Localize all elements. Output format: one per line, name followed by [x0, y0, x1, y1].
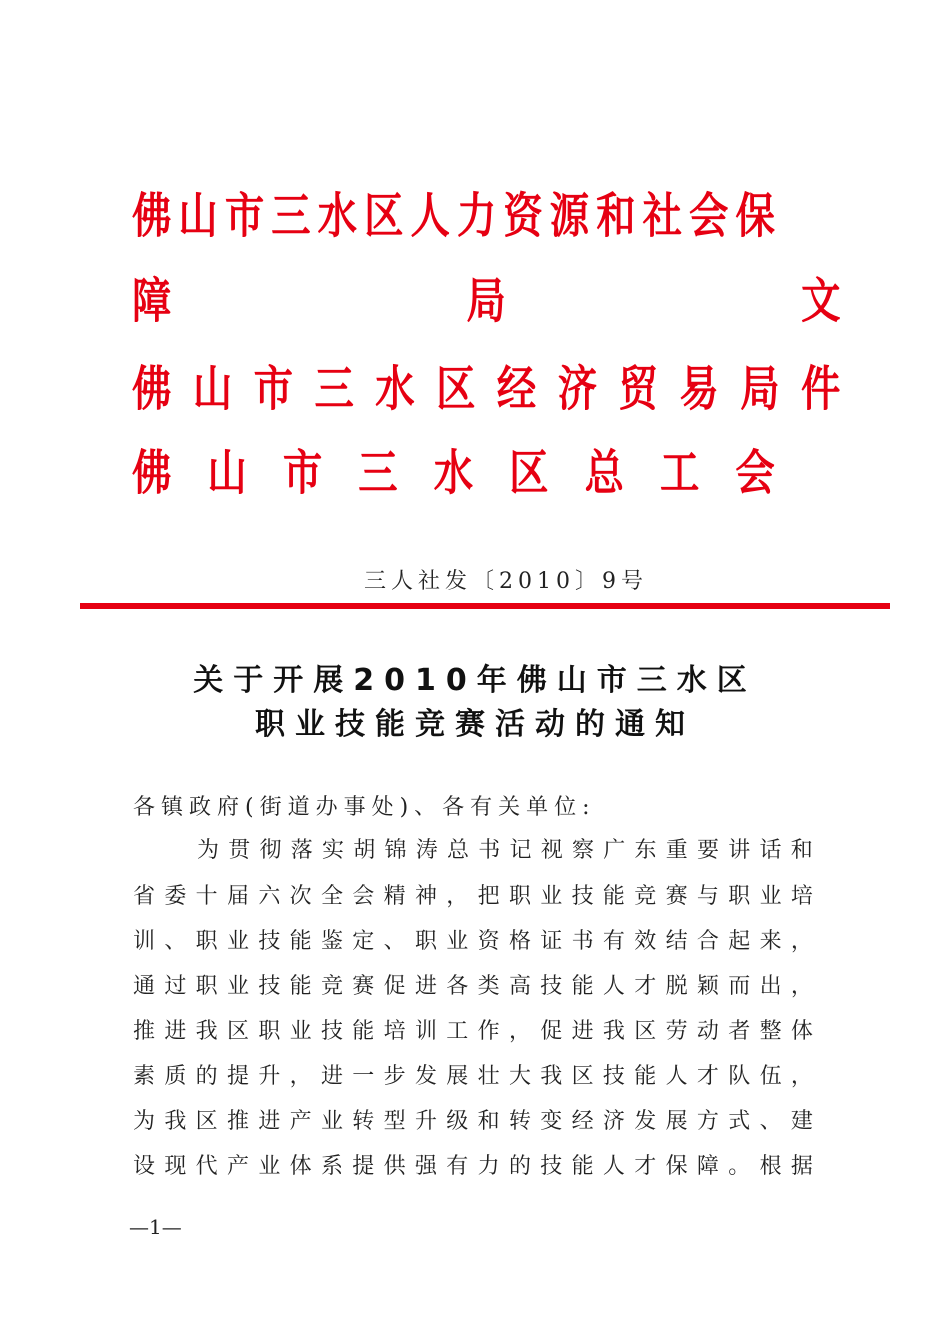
text-glyph: 技	[258, 928, 281, 954]
text-glyph: 型	[383, 1108, 406, 1134]
text-glyph: 技	[602, 1063, 625, 1089]
text-glyph: 书	[571, 928, 594, 954]
text-glyph: 格	[508, 928, 531, 954]
body-text-line	[133, 960, 813, 1008]
text-glyph: 推	[133, 1018, 156, 1044]
text-glyph: 要	[697, 837, 720, 863]
text-glyph: 佛	[132, 445, 172, 501]
text-glyph: 三	[358, 445, 398, 501]
body-text-line	[133, 1050, 813, 1098]
text-glyph: 能	[571, 973, 594, 999]
text-glyph: 、	[383, 928, 406, 954]
text-glyph: 障	[132, 273, 172, 329]
text-glyph: 现	[164, 1153, 187, 1179]
text-glyph: 我	[602, 1018, 625, 1044]
text-glyph: 保	[735, 188, 775, 244]
text-glyph: 据	[790, 1153, 813, 1179]
text-glyph: 过	[164, 973, 187, 999]
text-glyph: 进	[414, 973, 437, 999]
text-glyph: 队	[728, 1063, 751, 1089]
text-glyph: 业	[540, 883, 563, 909]
text-glyph: 的	[195, 1063, 218, 1089]
text-glyph: 鉴	[320, 928, 343, 954]
text-glyph: 大	[508, 1063, 531, 1089]
text-glyph: 涛	[415, 837, 438, 863]
text-glyph: 水	[317, 188, 358, 244]
text-glyph: 三	[314, 361, 354, 417]
header-issuer-line-1	[132, 180, 775, 252]
text-glyph: 而	[728, 973, 751, 999]
header-issuer-line-2	[132, 265, 840, 337]
text-glyph: 经	[496, 361, 537, 417]
text-glyph: 系	[320, 1153, 343, 1179]
text-glyph: 视	[540, 837, 563, 863]
text-glyph: 话	[759, 837, 782, 863]
text-glyph: 发	[414, 1063, 437, 1089]
text-glyph: 文	[801, 273, 841, 329]
text-glyph: 区	[571, 1063, 594, 1089]
text-glyph: 、	[164, 928, 187, 954]
text-glyph: 根	[759, 1153, 782, 1179]
text-glyph: 职	[258, 1018, 281, 1044]
text-glyph: 通	[133, 973, 156, 999]
text-glyph: 技	[540, 1153, 563, 1179]
text-glyph: 进	[258, 1108, 281, 1134]
text-glyph: 神	[414, 883, 437, 909]
text-glyph: 佛	[132, 361, 172, 417]
text-glyph: 提	[352, 1153, 375, 1179]
text-glyph: 区	[226, 1018, 249, 1044]
text-glyph: 能	[571, 1153, 594, 1179]
text-glyph: 人	[602, 1153, 625, 1179]
text-glyph: 贯	[228, 837, 251, 863]
text-glyph: 山	[192, 361, 233, 417]
text-glyph: 业	[759, 883, 782, 909]
text-glyph: 职	[728, 883, 751, 909]
text-glyph: 竞	[634, 883, 657, 909]
text-glyph: 市	[224, 188, 265, 244]
body-text-line	[133, 915, 813, 963]
text-glyph: 讲	[728, 837, 751, 863]
text-glyph: 会	[735, 445, 775, 501]
text-glyph: 质	[164, 1063, 187, 1089]
text-glyph: 和	[596, 188, 636, 244]
text-glyph: 才	[696, 1063, 719, 1089]
text-glyph: 三	[271, 188, 311, 244]
text-glyph: 彻	[259, 837, 282, 863]
text-glyph: 资	[503, 188, 543, 244]
text-glyph: ，	[446, 883, 469, 909]
text-glyph: 各	[446, 973, 469, 999]
text-glyph: 能	[602, 883, 625, 909]
text-glyph: 察	[572, 837, 595, 863]
text-glyph: 出	[759, 973, 782, 999]
text-glyph: 委	[164, 883, 187, 909]
text-glyph: 证	[540, 928, 563, 954]
text-glyph: 重	[665, 837, 688, 863]
text-glyph: 起	[728, 928, 751, 954]
text-glyph: 动	[696, 1018, 719, 1044]
text-glyph: 技	[320, 1018, 343, 1044]
text-glyph: 会	[689, 188, 729, 244]
text-glyph: 建	[790, 1108, 813, 1134]
text-glyph: ，	[790, 1063, 813, 1089]
text-glyph: 业	[289, 1018, 312, 1044]
text-glyph: 易	[679, 361, 719, 417]
text-glyph: 锦	[384, 837, 407, 863]
text-glyph: 式	[728, 1108, 751, 1134]
text-glyph: 培	[790, 883, 813, 909]
text-glyph: 总	[447, 837, 470, 863]
notice-title-line-1: 关于开展2010年佛山市三水区	[193, 663, 757, 698]
text-glyph: 产	[226, 1153, 249, 1179]
text-glyph: 市	[282, 445, 323, 501]
text-glyph: 经	[571, 1108, 594, 1134]
text-glyph: 力	[456, 188, 497, 244]
text-glyph: 区	[436, 361, 476, 417]
text-glyph: 十	[195, 883, 218, 909]
text-glyph: 水	[375, 361, 415, 417]
text-glyph: 来	[759, 928, 782, 954]
text-glyph: 技	[540, 973, 563, 999]
text-glyph: 设	[133, 1153, 156, 1179]
text-glyph: 局	[740, 361, 780, 417]
text-glyph: 障	[696, 1153, 719, 1179]
text-glyph: 强	[414, 1153, 437, 1179]
text-glyph: 把	[477, 883, 500, 909]
header-issuer-line-4	[132, 437, 775, 509]
text-glyph: 赛	[352, 973, 375, 999]
text-glyph: 进	[320, 1063, 343, 1089]
text-glyph: 合	[696, 928, 719, 954]
text-glyph: 实	[322, 837, 345, 863]
text-glyph: 展	[665, 1108, 688, 1134]
text-glyph: 级	[446, 1108, 469, 1134]
body-text-line	[133, 1095, 813, 1143]
text-glyph: 东	[634, 837, 657, 863]
text-glyph: 才	[634, 1153, 657, 1179]
text-glyph: 能	[289, 973, 312, 999]
text-glyph: 我	[164, 1108, 187, 1134]
text-glyph: 训	[133, 928, 156, 954]
text-glyph: 能	[352, 1018, 375, 1044]
body-text-line	[133, 1140, 813, 1188]
text-glyph: 才	[634, 973, 657, 999]
text-glyph: 促	[540, 1018, 563, 1044]
text-glyph: 素	[133, 1063, 156, 1089]
text-glyph: 能	[634, 1063, 657, 1089]
text-glyph: 次	[289, 883, 312, 909]
text-glyph: 职	[195, 973, 218, 999]
text-glyph: 人	[602, 973, 625, 999]
text-glyph: 职	[508, 883, 531, 909]
text-glyph: 落	[290, 837, 313, 863]
text-glyph: 转	[352, 1108, 375, 1134]
text-glyph: 总	[584, 445, 624, 501]
text-glyph: 变	[540, 1108, 563, 1134]
text-glyph: 赛	[665, 883, 688, 909]
text-glyph: 区	[364, 188, 404, 244]
text-glyph: ，	[790, 928, 813, 954]
text-glyph: 体	[289, 1153, 312, 1179]
text-glyph: 技	[571, 883, 594, 909]
text-glyph: 山	[178, 188, 218, 244]
text-glyph: 佛	[132, 188, 172, 244]
text-glyph: 业	[226, 973, 249, 999]
text-glyph: 和	[790, 837, 813, 863]
text-glyph: 胡	[353, 837, 376, 863]
text-glyph: 训	[414, 1018, 437, 1044]
body-text-line	[133, 870, 813, 918]
text-glyph: 我	[540, 1063, 563, 1089]
text-glyph: 、	[759, 1108, 782, 1134]
text-glyph: 六	[258, 883, 281, 909]
text-glyph: 业	[446, 928, 469, 954]
text-glyph: 我	[195, 1018, 218, 1044]
text-glyph: 工	[446, 1018, 469, 1044]
text-glyph: 竞	[320, 973, 343, 999]
text-glyph: ，	[790, 973, 813, 999]
document-number: 三人社发〔2010〕9号	[364, 569, 648, 594]
text-glyph: 资	[477, 928, 500, 954]
text-glyph: 作	[477, 1018, 500, 1044]
text-glyph: 广	[603, 837, 626, 863]
text-glyph: 脱	[665, 973, 688, 999]
text-glyph: 山	[207, 445, 247, 501]
text-glyph: 贸	[618, 361, 658, 417]
text-glyph: 效	[634, 928, 657, 954]
text-glyph: 的	[508, 1153, 531, 1179]
text-glyph: 记	[509, 837, 532, 863]
text-glyph: 市	[253, 361, 294, 417]
text-glyph: 一	[352, 1063, 375, 1089]
text-glyph: 步	[383, 1063, 406, 1089]
text-glyph: 展	[446, 1063, 469, 1089]
text-glyph: 为	[197, 837, 220, 863]
text-glyph: 技	[258, 973, 281, 999]
text-glyph: 整	[759, 1018, 782, 1044]
text-glyph: 有	[446, 1153, 469, 1179]
text-glyph: 济	[557, 361, 598, 417]
text-glyph: 劳	[665, 1018, 688, 1044]
text-glyph: 精	[383, 883, 406, 909]
text-glyph: 转	[508, 1108, 531, 1134]
text-glyph: 全	[320, 883, 343, 909]
page-number: —1—	[129, 1215, 182, 1239]
text-glyph: 。	[728, 1153, 751, 1179]
text-glyph: 者	[728, 1018, 751, 1044]
text-glyph: 类	[477, 973, 500, 999]
text-glyph: 定	[352, 928, 375, 954]
text-glyph: ，	[508, 1018, 531, 1044]
text-glyph: 人	[410, 188, 450, 244]
text-glyph: 业	[226, 928, 249, 954]
body-text-line	[133, 1005, 813, 1053]
text-glyph: 有	[602, 928, 625, 954]
text-glyph: 济	[602, 1108, 625, 1134]
text-glyph: 会	[352, 883, 375, 909]
text-glyph: 区	[195, 1108, 218, 1134]
text-glyph: 局	[466, 273, 506, 329]
text-glyph: 发	[634, 1108, 657, 1134]
text-glyph: 体	[790, 1018, 813, 1044]
text-glyph: 高	[508, 973, 531, 999]
text-glyph: 结	[665, 928, 688, 954]
text-glyph: 推	[226, 1108, 249, 1134]
text-glyph: 区	[634, 1018, 657, 1044]
text-glyph: 区	[509, 445, 549, 501]
text-glyph: 力	[477, 1153, 500, 1179]
text-glyph: 职	[414, 928, 437, 954]
text-glyph: 进	[571, 1018, 594, 1044]
text-glyph: 社	[642, 188, 682, 244]
text-glyph: 产	[289, 1108, 312, 1134]
notice-title-line-2: 职业技能竞赛活动的通知	[255, 707, 695, 742]
text-glyph: 届	[226, 883, 249, 909]
text-glyph: 水	[433, 445, 474, 501]
text-glyph: 省	[133, 883, 156, 909]
text-glyph: 能	[289, 928, 312, 954]
text-glyph: 升	[258, 1063, 281, 1089]
header-issuer-line-3	[132, 353, 840, 425]
text-glyph: 颖	[696, 973, 719, 999]
text-glyph: 书	[478, 837, 501, 863]
text-glyph: 业	[258, 1153, 281, 1179]
text-glyph: 和	[477, 1108, 500, 1134]
text-glyph: 工	[659, 445, 700, 501]
text-glyph: 职	[195, 928, 218, 954]
text-glyph: 业	[320, 1108, 343, 1134]
text-glyph: 保	[665, 1153, 688, 1179]
text-glyph: 与	[696, 883, 719, 909]
text-glyph: 人	[665, 1063, 688, 1089]
text-glyph: 提	[226, 1063, 249, 1089]
text-glyph: 为	[133, 1108, 156, 1134]
text-glyph: 代	[195, 1153, 218, 1179]
text-glyph: 方	[696, 1108, 719, 1134]
text-glyph: 进	[164, 1018, 187, 1044]
text-glyph: 源	[549, 188, 590, 244]
text-glyph: 促	[383, 973, 406, 999]
red-divider-rule	[80, 603, 890, 609]
text-glyph: 供	[383, 1153, 406, 1179]
text-glyph: 件	[801, 361, 841, 417]
salutation: 各镇政府(街道办事处)、各有关单位:	[133, 795, 596, 820]
text-glyph: 培	[383, 1018, 406, 1044]
text-glyph: 升	[414, 1108, 437, 1134]
text-glyph: 伍	[759, 1063, 782, 1089]
text-glyph: ，	[289, 1063, 312, 1089]
body-text-line	[197, 824, 813, 872]
text-glyph: 壮	[477, 1063, 500, 1089]
